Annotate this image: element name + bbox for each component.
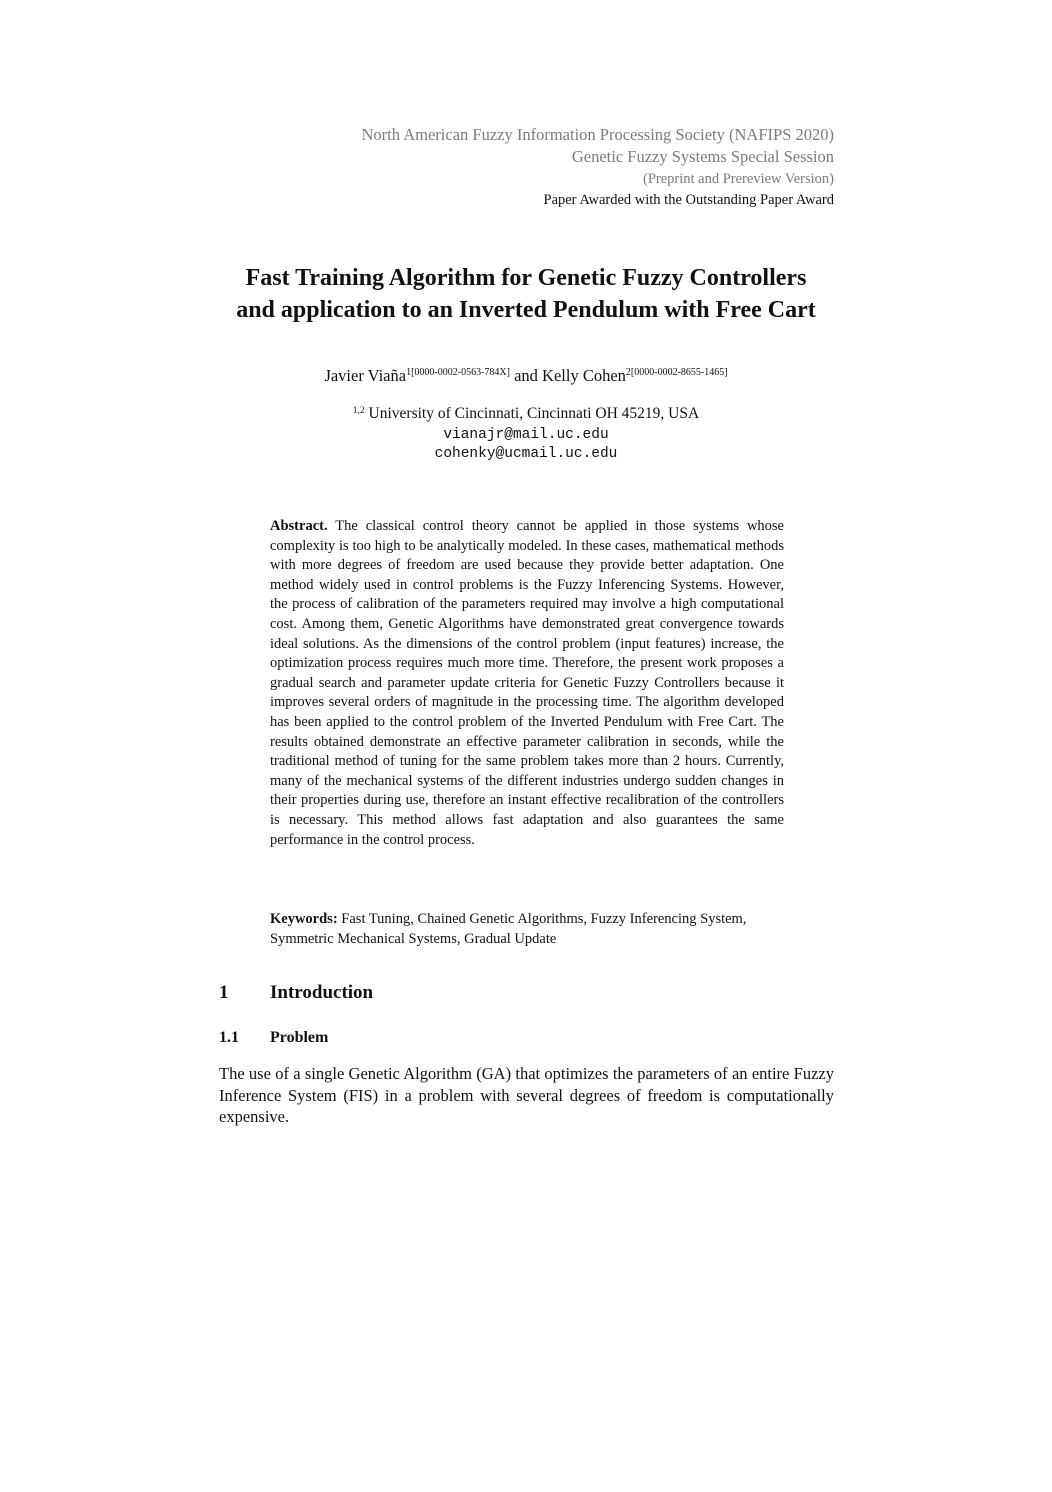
title-line-2: and application to an Inverted Pendulum with Free Cart [236, 297, 816, 323]
subsection-number: 1.1 [219, 1029, 239, 1046]
author-1: Javier Viaña [324, 366, 407, 385]
paper-title [0, 262, 1052, 326]
abstract [270, 517, 784, 850]
author-list [0, 366, 1052, 386]
affiliation-text: University of Cincinnati, Cincinnati OH 45219, USA [364, 405, 700, 422]
affiliation [0, 405, 1052, 423]
title-line-1: Fast Training Algorithm for Genetic Fuzzy Controllers [245, 265, 807, 291]
author-2-orcid: 2[0000-0002-8655-1465] [625, 367, 728, 378]
section-number: 1 [219, 982, 229, 1003]
subsection-heading [219, 1029, 328, 1047]
body-paragraph: The use of a single Genetic Algorithm (GA) that optimizes the parameters of an entire Fuzzy Inference System (FIS) in a problem with several degrees of freedom is computationally expensive. [219, 1064, 834, 1127]
abstract-label: Abstract. [270, 518, 328, 534]
conference-name: North American Fuzzy Information Processing Society (NAFIPS 2020) [361, 125, 834, 144]
session-name: Genetic Fuzzy Systems Special Session [571, 147, 834, 166]
author-connector: and [509, 366, 543, 385]
keywords [270, 909, 784, 949]
version-note: (Preprint and Prereview Version) [643, 171, 834, 187]
email-2[interactable]: cohenky@ucmail.uc.edu [434, 446, 618, 462]
award-note: Paper Awarded with the Outstanding Paper Award [543, 192, 834, 208]
author-1-orcid: 1[0000-0002-0563-784X] [406, 367, 510, 378]
abstract-text: The classical control theory cannot be applied in those systems whose complexity is too high to be analytically modeled. In these cases, mathematical methods with more degrees of freedom are used because they provide better adaptation. One method widely used in control problems is the Fuzzy Inferencing Systems. However, the process of calibration of the parameters required may involve a high computational cost. Among them, Genetic Algorithms have demonstrated great convergence towards ideal solutions. As the dimensions of the control problem (input features) increase, the optimization process requires much more time. Therefore, the present work proposes a gradual search and parameter update criteria for Genetic Fuzzy Controllers because it improves several orders of magnitude in the processing time. The algorithm developed has been applied to the control problem of the Inverted Pendulum with Free Cart. The results obtained demonstrate an effective parameter calibration in seconds, while the traditional method of tuning for the same problem takes more than 2 hours. Currently, many of the mechanical systems of the different industries undergo sudden changes in their properties during use, therefore an instant effective recalibration of the controllers is necessary. This method allows fast adaptation and also guarantees the same performance in the control process. [270, 518, 784, 848]
section-title: Introduction [270, 982, 374, 1003]
keywords-text: Fast Tuning, Chained Genetic Algorithms, Fuzzy Inferencing System, Symmetric Mechanical Systems, Gradual Update [270, 911, 747, 947]
email-1[interactable]: vianajr@mail.uc.edu [443, 427, 609, 443]
author-2: Kelly Cohen [542, 366, 626, 385]
section-heading [219, 982, 373, 1004]
affiliation-marker: 1,2 [352, 406, 365, 416]
subsection-title: Problem [270, 1029, 329, 1046]
keywords-label: Keywords: [270, 911, 338, 927]
